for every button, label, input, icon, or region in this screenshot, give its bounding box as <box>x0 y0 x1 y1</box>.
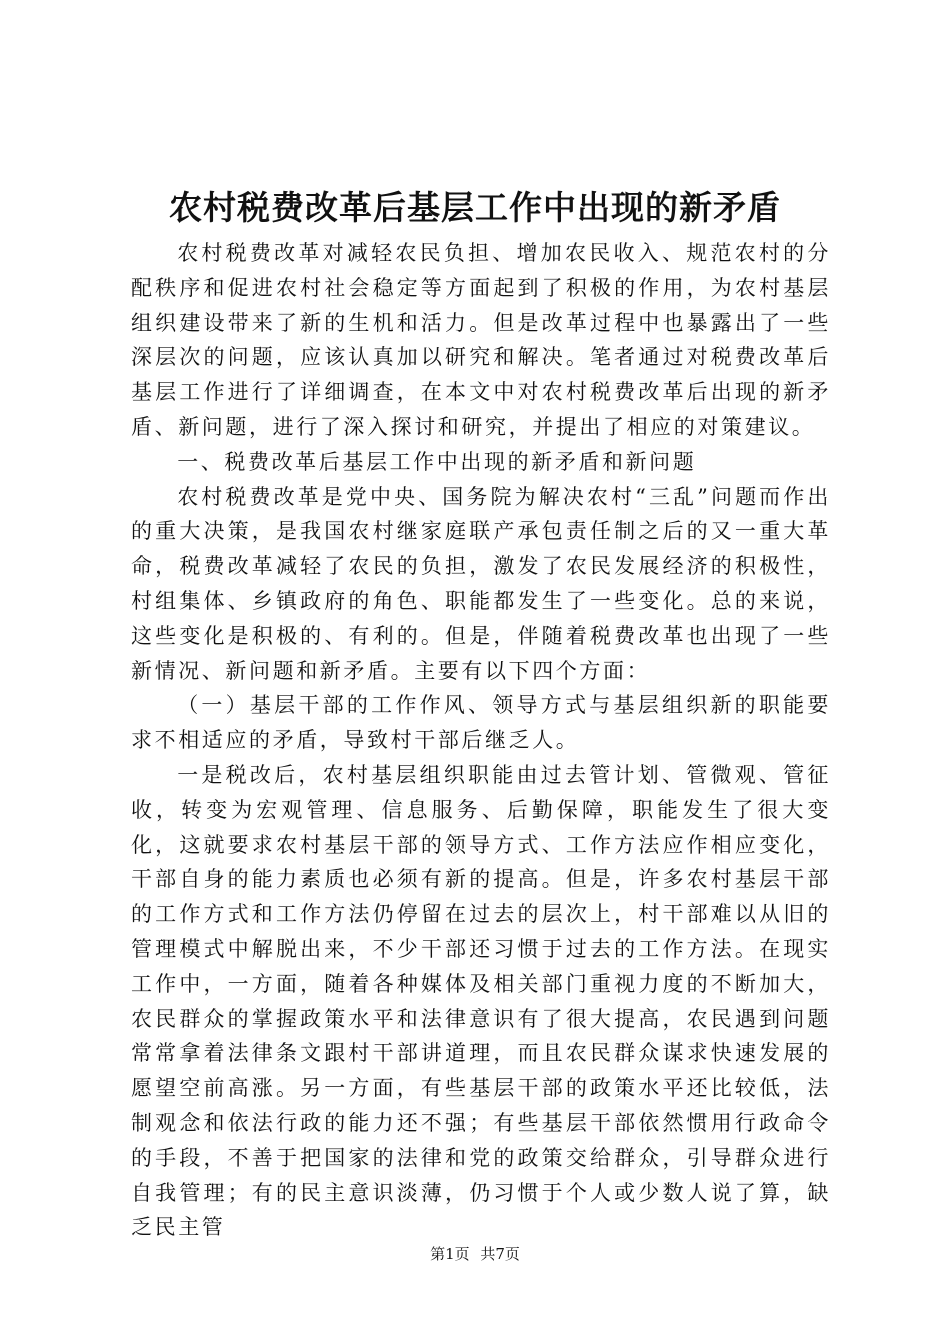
paragraph-detail: 一是税改后，农村基层组织职能由过去管计划、管微观、管征收，转变为宏观管理、信息服务、后勤保障，职能发生了很大变化，这就要求农村基层干部的领导方式、工作方法应作相应变化，干部自身的能力素质也必须有新的提高。但是，许多农村基层干部的工作方式和工作方法仍停留在过去的层次上，村干部难以从旧的管理模式中解脱出来，不少干部还习惯于过去的工作方法。在现实工作中，一方面，随着各种媒体及相关部门重视力度的不断加大，农民群众的掌握政策水平和法律意识有了很大提高，农民遇到问题常常拿着法律条文跟村干部讲道理，而且农民群众谋求快速发展的愿望空前高涨。另一方面，有些基层干部的政策水平还比较低，法制观念和依法行政的能力还不强；有些基层干部依然惯用行政命令的手段，不善于把国家的法律和党的政策交给群众，引导群众进行自我管理；有的民主意识淡薄，仍习惯于个人或少数人说了算，缺乏民主管 <box>131 762 831 1240</box>
paragraph-background: 农村税费改革是党中央、国务院为解决农村“三乱”问题而作出的重大决策，是我国农村继家庭联产承包责任制之后的又一重大革命，税费改革减轻了农民的负担，激发了农民发展经济的积极性，村组集体、乡镇政府的角色、职能都发生了一些变化。总的来说，这些变化是积极的、有利的。但是，伴随着税费改革也出现了一些新情况、新问题和新矛盾。主要有以下四个方面： <box>131 484 831 683</box>
section-heading: 一、税费改革后基层工作中出现的新矛盾和新问题 <box>177 449 697 474</box>
page-number-total: 共7页 <box>480 1245 520 1263</box>
paragraph-intro: 农村税费改革对减轻农民负担、增加农民收入、规范农村的分配秩序和促进农村社会稳定等方面起到了积极的作用，为农村基层组织建设带来了新的生机和活力。但是改革过程中也暴露出了一些深层次的问题，应该认真加以研究和解决。笔者通过对税费改革后基层工作进行了详细调查，在本文中对农村税费改革后出现的新矛盾、新问题，进行了深入探讨和研究，并提出了相应的对策建议。 <box>131 241 831 439</box>
subsection-heading: （一）基层干部的工作作风、领导方式与基层组织新的职能要求不相适应的矛盾，导致村干部后继乏人。 <box>131 693 831 753</box>
document-title: 农村税费改革后基层工作中出现的新矛盾 <box>169 188 781 227</box>
document-body <box>131 236 831 1245</box>
page-footer <box>0 1244 950 1264</box>
page-number-current: 第1页 <box>430 1245 470 1263</box>
